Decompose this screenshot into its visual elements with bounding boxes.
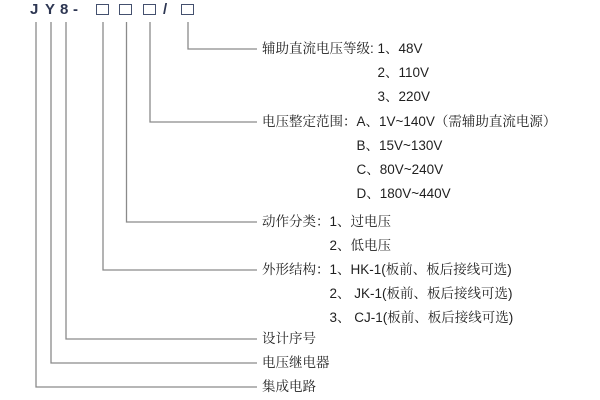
model-char-slash: / — [163, 1, 168, 18]
spec-group-label: 设计序号 — [262, 331, 316, 346]
model-char-dash: - — [73, 1, 78, 18]
spec-item: 3、 CJ-1(板前、板后接线可选) — [329, 310, 514, 325]
spec-item: 1、HK-1(板前、板后接线可选) — [329, 262, 512, 277]
model-char-j: J — [30, 1, 39, 18]
connector-voltage-relay — [51, 22, 257, 363]
spec-group-shape-structure — [262, 258, 513, 330]
connector-design-serial — [66, 22, 257, 339]
spec-group-label: 外形结构： — [262, 262, 330, 277]
spec-item: 1、过电压 — [329, 214, 392, 229]
spec-item: 1、48V — [377, 41, 423, 56]
spec-group-label: 动作分类： — [262, 214, 330, 229]
spec-item: 2、低电压 — [329, 238, 392, 253]
spec-item: 3、220V — [377, 89, 431, 104]
spec-group-aux-dc-voltage-level — [262, 37, 430, 109]
spec-group-label: 集成电路 — [262, 379, 316, 394]
spec-group-integrated-circuit — [262, 375, 316, 399]
spec-group-voltage-relay — [262, 351, 330, 375]
spec-item: B、15V~130V — [356, 138, 443, 153]
spec-group-design-serial — [262, 327, 316, 351]
spec-group-label: 辅助直流电压等级: — [262, 41, 378, 56]
spec-group-label: 电压整定范围： — [262, 114, 357, 129]
spec-group-voltage-setting-range — [262, 110, 556, 206]
spec-item: A、1V~140V（需辅助直流电源） — [356, 114, 557, 129]
connector-voltage-setting-range — [150, 22, 257, 122]
spec-item: C、80V~240V — [356, 162, 444, 177]
spec-group-action-classification — [262, 210, 391, 258]
spec-item: 2、110V — [377, 65, 430, 80]
spec-item: D、180V~440V — [356, 186, 451, 201]
model-char-8: 8 — [60, 1, 69, 18]
connector-aux-dc-voltage-level — [188, 22, 257, 49]
spec-group-label: 电压继电器 — [262, 355, 330, 370]
connector-integrated-circuit — [36, 22, 257, 387]
model-char-y: Y — [45, 1, 56, 18]
spec-item: 2、 JK-1(板前、板后接线可选) — [329, 286, 513, 301]
